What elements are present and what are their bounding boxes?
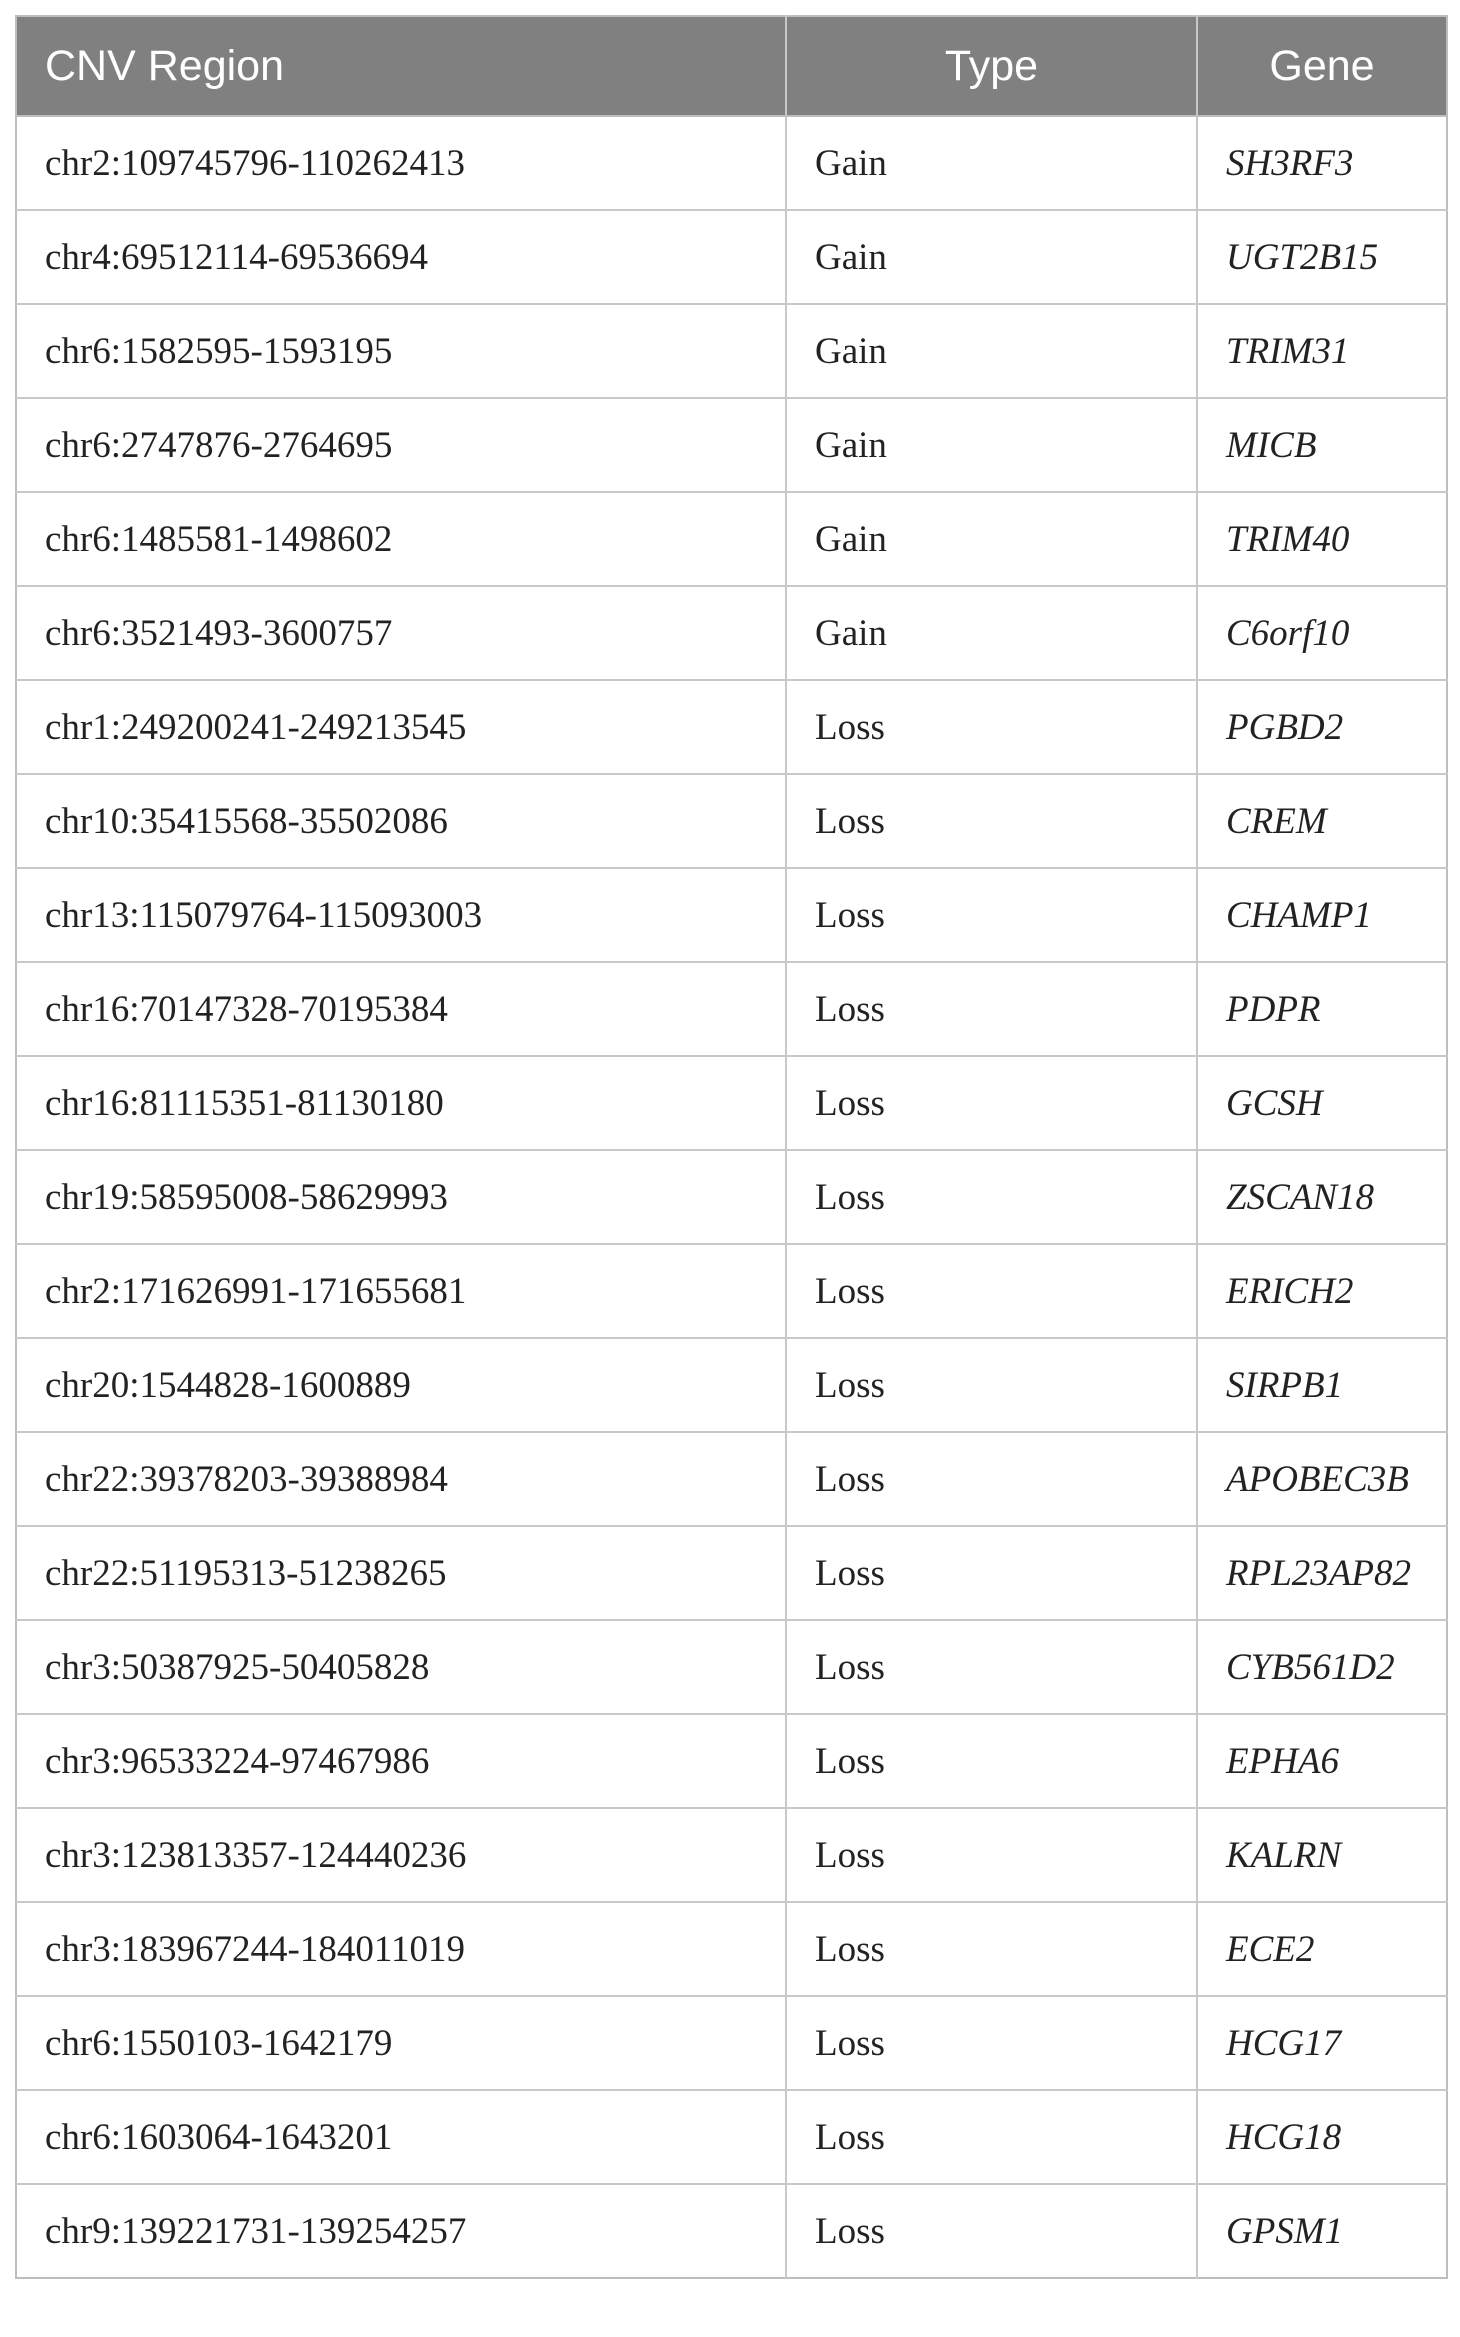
table-header [16,16,1447,116]
table-row [16,1150,1447,1244]
table-row [16,680,1447,774]
cnv-region-cell: chr6:1582595-1593195 [16,304,786,398]
table-row [16,1056,1447,1150]
type-cell: Gain [786,116,1197,210]
cnv-region-cell: chr3:50387925-50405828 [16,1620,786,1714]
type-cell: Loss [786,1714,1197,1808]
table-row [16,1714,1447,1808]
cnv-region-cell: chr6:3521493-3600757 [16,586,786,680]
table-row [16,1432,1447,1526]
table-row [16,774,1447,868]
header-gene: Gene [1197,16,1447,116]
type-cell: Loss [786,1150,1197,1244]
cnv-region-cell: chr4:69512114-69536694 [16,210,786,304]
table-row [16,1526,1447,1620]
gene-cell: ECE2 [1197,1902,1447,1996]
header-row [16,16,1447,116]
gene-cell: GCSH [1197,1056,1447,1150]
table-row [16,2184,1447,2278]
gene-cell: KALRN [1197,1808,1447,1902]
table-row [16,398,1447,492]
table-row [16,1338,1447,1432]
cnv-region-cell: chr3:96533224-97467986 [16,1714,786,1808]
gene-cell: CYB561D2 [1197,1620,1447,1714]
gene-cell: TRIM40 [1197,492,1447,586]
type-cell: Gain [786,398,1197,492]
gene-cell: EPHA6 [1197,1714,1447,1808]
header-type: Type [786,16,1197,116]
gene-cell: GPSM1 [1226,2210,1344,2252]
cnv-region-cell: chr6:2747876-2764695 [16,398,786,492]
cnv-region-cell: chr3:183967244-184011019 [16,1902,786,1996]
cnv-region-cell: chr16:81115351-81130180 [16,1056,786,1150]
gene-cell: UGT2B15 [1197,210,1447,304]
gene-cell: PGBD2 [1197,680,1447,774]
table-row [16,1996,1447,2090]
cnv-region-cell: chr13:115079764-115093003 [16,868,786,962]
type-cell: Loss [786,774,1197,868]
type-cell: Loss [786,1808,1197,1902]
gene-cell: HCG17 [1197,1996,1447,2090]
cnv-region-cell: chr22:51195313-51238265 [16,1526,786,1620]
type-cell: Gain [786,586,1197,680]
gene-cell: RPL23AP82 [1197,1526,1447,1620]
gene-cell: SIRPB1 [1197,1338,1447,1432]
type-cell: Loss [786,1620,1197,1714]
cnv-region-cell: chr6:1485581-1498602 [16,492,786,586]
type-cell: Gain [786,492,1197,586]
type-cell: Loss [786,868,1197,962]
cnv-table [15,15,1448,2279]
cnv-region-cell: chr2:109745796-110262413 [16,116,786,210]
type-cell: Gain [786,304,1197,398]
gene-cell: TRIM31 [1197,304,1447,398]
cnv-region-cell: chr1:249200241-249213545 [16,680,786,774]
cnv-region-cell: chr2:171626991-171655681 [16,1244,786,1338]
gene-cell: CREM [1197,774,1447,868]
cnv-region-cell: chr6:1603064-1643201 [16,2090,786,2184]
type-cell: Loss [786,2090,1197,2184]
table-body [16,116,1447,2278]
type-cell: Loss [786,1432,1197,1526]
gene-cell: PDPR [1197,962,1447,1056]
cnv-region-cell: chr22:39378203-39388984 [16,1432,786,1526]
table-row [16,2090,1447,2184]
gene-cell: HCG18 [1197,2090,1447,2184]
cnv-region-cell: chr16:70147328-70195384 [16,962,786,1056]
gene-cell: ZSCAN18 [1197,1150,1447,1244]
type-cell: Loss [786,1056,1197,1150]
table-row [16,586,1447,680]
type-cell: Loss [786,1338,1197,1432]
cnv-region-cell: chr3:123813357-124440236 [16,1808,786,1902]
type-cell: Loss [786,1526,1197,1620]
table-row [16,868,1447,962]
type-cell: Loss [786,1996,1197,2090]
table-row [16,1808,1447,1902]
cnv-region-cell: chr10:35415568-35502086 [16,774,786,868]
table-row [16,1244,1447,1338]
type-cell: Loss [786,962,1197,1056]
type-cell: Loss [786,1244,1197,1338]
gene-cell: CHAMP1 [1197,868,1447,962]
cnv-region-cell: chr20:1544828-1600889 [16,1338,786,1432]
cnv-table-container [15,15,1446,2279]
table-row [16,304,1447,398]
table-row [16,1902,1447,1996]
table-row [16,492,1447,586]
cnv-region-cell: chr9:139221731-139254257 [16,2184,786,2278]
table-row [16,210,1447,304]
table-row [16,1620,1447,1714]
gene-cell: MICB [1197,398,1447,492]
cnv-region-cell: chr19:58595008-58629993 [16,1150,786,1244]
type-cell: Loss [786,680,1197,774]
type-cell: Loss [786,1902,1197,1996]
gene-cell: APOBEC3B [1197,1432,1447,1526]
cnv-region-cell: chr6:1550103-1642179 [16,1996,786,2090]
type-cell: Gain [786,210,1197,304]
header-cnv-region: CNV Region [16,16,786,116]
gene-cell: C6orf10 [1197,586,1447,680]
gene-cell: SH3RF3 [1197,116,1447,210]
gene-cell: ERICH2 [1197,1244,1447,1338]
type-cell: Loss [786,2184,1197,2278]
table-row [16,962,1447,1056]
table-row [16,116,1447,210]
